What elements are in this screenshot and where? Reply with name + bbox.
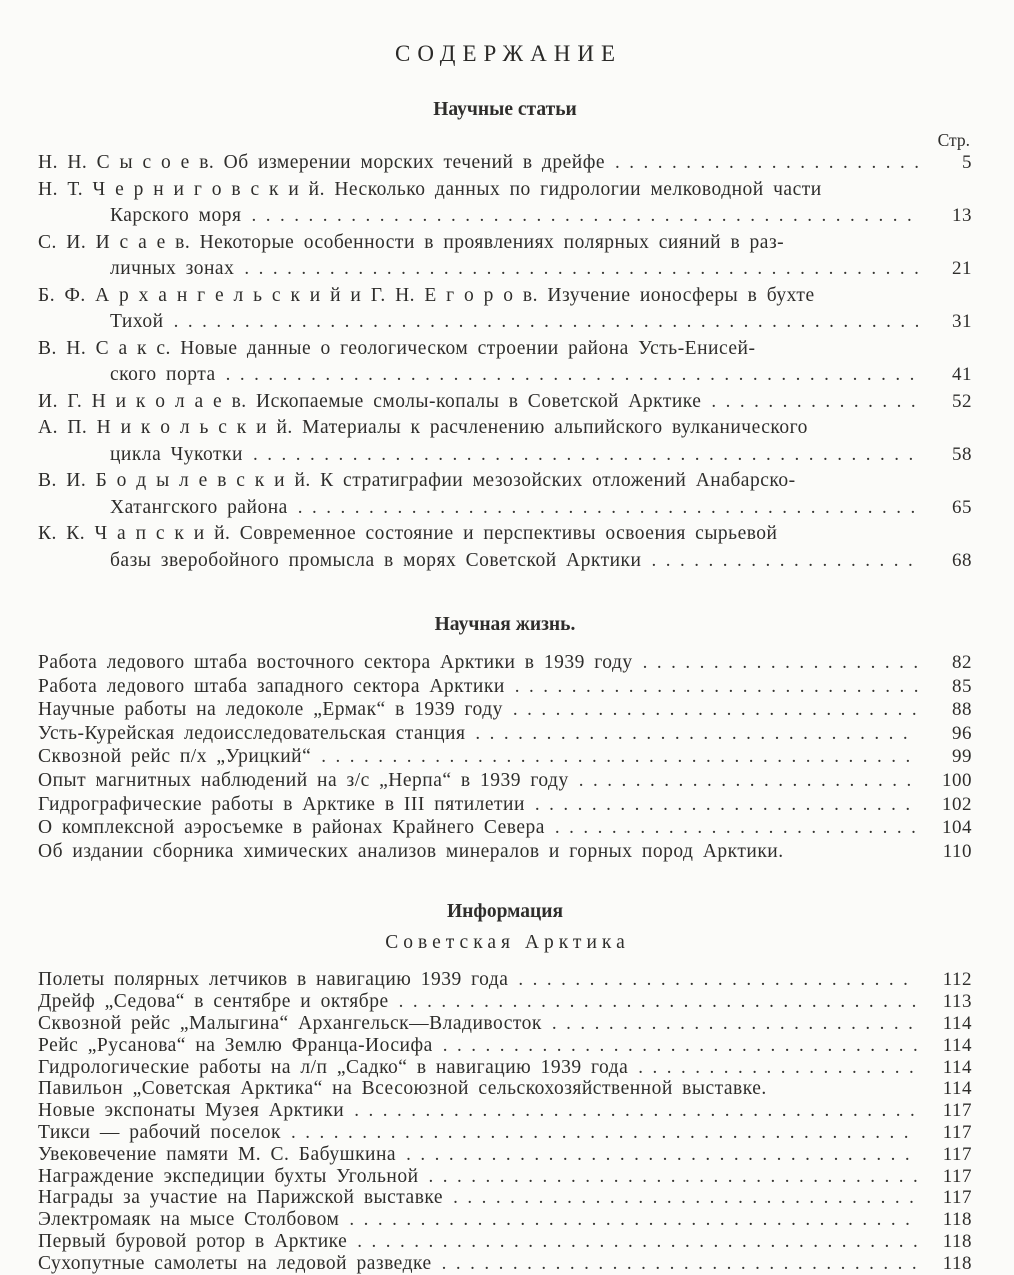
dot-leader (643, 651, 918, 675)
dot-leader (244, 256, 918, 283)
dot-leader (552, 1013, 918, 1035)
entry-line (38, 309, 972, 336)
entry-text: личных зонах (110, 258, 235, 279)
page-column-header: Стр. (937, 130, 970, 150)
dot-leader (513, 698, 918, 722)
page-title: СОДЕРЖАНИЕ (394, 41, 622, 66)
entry-line (38, 1187, 972, 1209)
page-number: 114 (942, 1078, 972, 1100)
entry-text: цикла Чукотки (110, 443, 243, 465)
toc-entry (38, 651, 972, 675)
page-number: 85 (952, 675, 972, 697)
toc-section (38, 899, 972, 1274)
dot-leader (518, 969, 918, 991)
entry-line (38, 969, 972, 991)
entry-text: Научные работы на ледоколе „Ермак“ в 1939 году (38, 699, 503, 721)
toc-entry (38, 769, 972, 793)
entry-text: Увековечение памяти М. С. Бабушкина (38, 1143, 397, 1165)
entry-text: Усть-Курейская ледоисследовательская станция (38, 722, 466, 744)
entry-line (38, 256, 972, 283)
toc-entry (38, 698, 972, 722)
toc-entry (38, 722, 972, 746)
entry-line (38, 203, 972, 230)
toc-entry (38, 1078, 972, 1100)
toc-entry (38, 177, 972, 230)
entry-text: О комплексной аэросъемке в районах Крайнего Севера (38, 817, 545, 839)
dot-leader (442, 1253, 918, 1275)
page-number: 52 (952, 390, 972, 412)
dot-leader (615, 150, 918, 177)
dot-leader (429, 1166, 918, 1188)
page-number: 21 (952, 258, 972, 279)
entry-line (38, 1035, 972, 1057)
page-number: 99 (952, 746, 972, 768)
entry-line (38, 336, 972, 363)
dot-leader (354, 1100, 918, 1122)
toc-entry (38, 675, 972, 699)
entry-text: Первый буровой ротор в Арктике (38, 1230, 348, 1252)
entry-line (38, 991, 972, 1013)
toc-sections (38, 97, 972, 1275)
entry-text: Тикси — рабочий поселок (38, 1121, 281, 1143)
entry-text: базы зверобойного промысла в морях Советской Арктики (110, 549, 642, 571)
dot-leader (475, 722, 918, 746)
page-number: 118 (942, 1230, 972, 1252)
toc-entry (38, 1231, 972, 1253)
entry-text: Павильон „Советская Арктика“ на Всесоюзной сельскохозяйственной выставке. (38, 1078, 767, 1100)
toc-entry (38, 1253, 972, 1275)
section-heading: Научные статьи (433, 99, 577, 120)
toc-entry (38, 521, 972, 574)
entry-line (38, 283, 972, 310)
entry-line (38, 1122, 972, 1144)
page-number: 117 (942, 1165, 972, 1187)
entry-line (38, 1100, 972, 1122)
entry-line (38, 722, 972, 746)
dot-leader (298, 495, 918, 522)
page-number: 113 (942, 991, 972, 1013)
entry-line (38, 816, 972, 840)
entry-text: Награды за участие на Парижской выставке (38, 1187, 444, 1209)
page-number: 31 (952, 311, 972, 332)
page-number: 117 (942, 1187, 972, 1209)
page-number: 114 (942, 1056, 972, 1078)
entry-text: Награждение экспедиции бухты Угольной (38, 1165, 419, 1187)
toc-entry (38, 150, 972, 177)
toc-entry (38, 969, 972, 991)
entry-text: Н. Т. Ч е р н и г о в с к и й. Несколько данных по гидрологии мелководной части (38, 178, 822, 200)
entry-text: Работа ледового штаба восточного сектора Арктики в 1939 году (38, 652, 633, 673)
page-number: 118 (942, 1209, 972, 1231)
toc-section (38, 97, 972, 574)
entry-line (38, 495, 972, 522)
entry-line (38, 840, 972, 864)
page-number: 118 (942, 1252, 972, 1274)
toc-entry (38, 1144, 972, 1166)
entry-line (38, 521, 972, 548)
toc-entry (38, 816, 972, 840)
entry-text: ского порта (110, 364, 216, 385)
toc-entry (38, 1035, 972, 1057)
entry-line (38, 698, 972, 722)
page-number: 102 (942, 793, 972, 815)
entry-text: Об издании сборника химических анализов минералов и горных пород Арктики. (38, 840, 784, 862)
toc-entry (38, 1166, 972, 1188)
dot-leader (535, 793, 918, 817)
entry-text: Полеты полярных летчиков в навигацию 1939 года (38, 969, 509, 991)
dot-leader (579, 769, 918, 793)
toc-entry (38, 1013, 972, 1035)
entry-text: Новые экспонаты Музея Арктики (38, 1100, 345, 1122)
page-number: 88 (952, 699, 972, 721)
entry-list (38, 651, 972, 863)
entry-line (38, 362, 972, 389)
dot-leader (555, 816, 918, 840)
toc-entry (38, 468, 972, 521)
page-number: 104 (942, 817, 972, 839)
entry-text: Гидрологические работы на л/п „Садко“ в навигацию 1939 года (38, 1056, 629, 1078)
dot-leader (443, 1035, 918, 1057)
entry-line (38, 1013, 972, 1035)
entry-text: Опыт магнитных наблюдений на з/с „Нерпа“ в 1939 году (38, 769, 569, 791)
dot-leader (291, 1122, 918, 1144)
entry-line (38, 442, 972, 469)
entry-line (38, 468, 972, 495)
page-number: 114 (942, 1012, 972, 1034)
page-number: 110 (942, 840, 972, 862)
entry-line (38, 745, 972, 769)
entry-line (38, 1057, 972, 1079)
entry-line (38, 651, 972, 675)
toc-entry (38, 336, 972, 389)
entry-line (38, 1253, 972, 1275)
toc-entry (38, 793, 972, 817)
toc-entry (38, 1209, 972, 1231)
dot-leader (349, 1209, 918, 1231)
page-number: 117 (942, 1100, 972, 1122)
dot-leader (399, 991, 918, 1013)
entry-line (38, 1166, 972, 1188)
entry-list (38, 969, 972, 1274)
toc-entry (38, 745, 972, 769)
entry-text: Сквозной рейс „Малыгина“ Архангельск—Владивосток (38, 1012, 542, 1034)
dot-leader (174, 309, 918, 336)
section-subheading: Советская Арктика (385, 932, 630, 954)
entry-text: В. Н. С а к с. Новые данные о геологическом строении района Усть-Енисей- (38, 337, 756, 359)
entry-text: Сухопутные самолеты на ледовой разведке (38, 1252, 432, 1274)
page-number: 82 (952, 652, 972, 673)
toc-entry (38, 840, 972, 864)
entry-text: Электромаяк на мысе Столбовом (38, 1209, 340, 1231)
page-number: 41 (952, 364, 972, 385)
entry-text: А. П. Н и к о л ь с к и й. Материалы к расчленению альпийского вулканического (38, 417, 808, 438)
page-number: 112 (942, 969, 972, 991)
dot-leader (321, 745, 918, 769)
dot-leader (357, 1231, 918, 1253)
entry-text: В. И. Б о д ы л е в с к и й. К стратиграфии мезозойских отложений Анабарско- (38, 470, 796, 491)
page-number: 117 (942, 1121, 972, 1143)
dot-leader (252, 203, 919, 230)
dot-leader (253, 442, 918, 469)
page-number: 100 (942, 769, 972, 791)
page-number: 13 (952, 205, 972, 226)
entry-line (38, 675, 972, 699)
dot-leader (711, 389, 918, 416)
entry-line (38, 177, 972, 204)
entry-text: Тихой (110, 311, 164, 332)
entry-line (38, 1209, 972, 1231)
entry-text: Карского моря (110, 205, 242, 226)
dot-leader (515, 675, 918, 699)
toc-entry (38, 1100, 972, 1122)
dot-leader (406, 1144, 918, 1166)
dot-leader (453, 1187, 918, 1209)
section-heading: Научная жизнь. (434, 614, 576, 635)
toc-entry (38, 230, 972, 283)
entry-list (38, 150, 972, 574)
entry-line (38, 1078, 972, 1100)
entry-line (38, 548, 972, 575)
page-number: 96 (952, 722, 972, 744)
entry-line (38, 389, 972, 416)
entry-line (38, 1231, 972, 1253)
entry-text: Дрейф „Седова“ в сентябре и октябре (38, 991, 389, 1013)
entry-text: Хатангского района (110, 496, 288, 518)
entry-text: Б. Ф. А р х а н г е л ь с к и й и Г. Н. Е г о р о в. Изучение ионосферы в бухте (38, 284, 815, 306)
toc-entry (38, 1122, 972, 1144)
dot-leader (651, 548, 918, 575)
toc-entry (38, 389, 972, 416)
toc-entry (38, 415, 972, 468)
page-number: 114 (942, 1034, 972, 1056)
page-number: 68 (952, 549, 972, 571)
entry-text: Н. Н. С ы с о е в. Об измерении морских течений в дрейфе (38, 152, 605, 173)
entry-text: Рейс „Русанова“ на Землю Франца-Иосифа (38, 1034, 433, 1056)
toc-entry (38, 1057, 972, 1079)
entry-line (38, 230, 972, 257)
entry-text: С. И. И с а е в. Некоторые особенности в проявлениях полярных сияний в раз- (38, 231, 785, 253)
section-heading: Информация (446, 901, 564, 923)
toc-entry (38, 283, 972, 336)
entry-line (38, 769, 972, 793)
entry-line (38, 793, 972, 817)
entry-text: К. К. Ч а п с к и й. Современное состояние и перспективы освоения сырьевой (38, 523, 778, 544)
page-number: 5 (962, 152, 972, 173)
dot-leader (226, 362, 918, 389)
page-number: 58 (952, 443, 972, 465)
page-number: 117 (942, 1143, 972, 1165)
entry-line (38, 415, 972, 442)
entry-line (38, 1144, 972, 1166)
entry-line (38, 150, 972, 177)
toc-entry (38, 1187, 972, 1209)
entry-text: Работа ледового штаба западного сектора Арктики (38, 675, 505, 697)
toc-section (38, 612, 972, 863)
entry-text: Гидрографические работы в Арктике в III пятилетии (38, 793, 525, 815)
entry-text: И. Г. Н и к о л а е в. Ископаемые смолы-копалы в Советской Арктике (38, 390, 702, 412)
toc-entry (38, 991, 972, 1013)
page-number: 65 (952, 496, 972, 518)
dot-leader (638, 1057, 918, 1079)
entry-text: Сквозной рейс п/х „Урицкий“ (38, 746, 312, 768)
